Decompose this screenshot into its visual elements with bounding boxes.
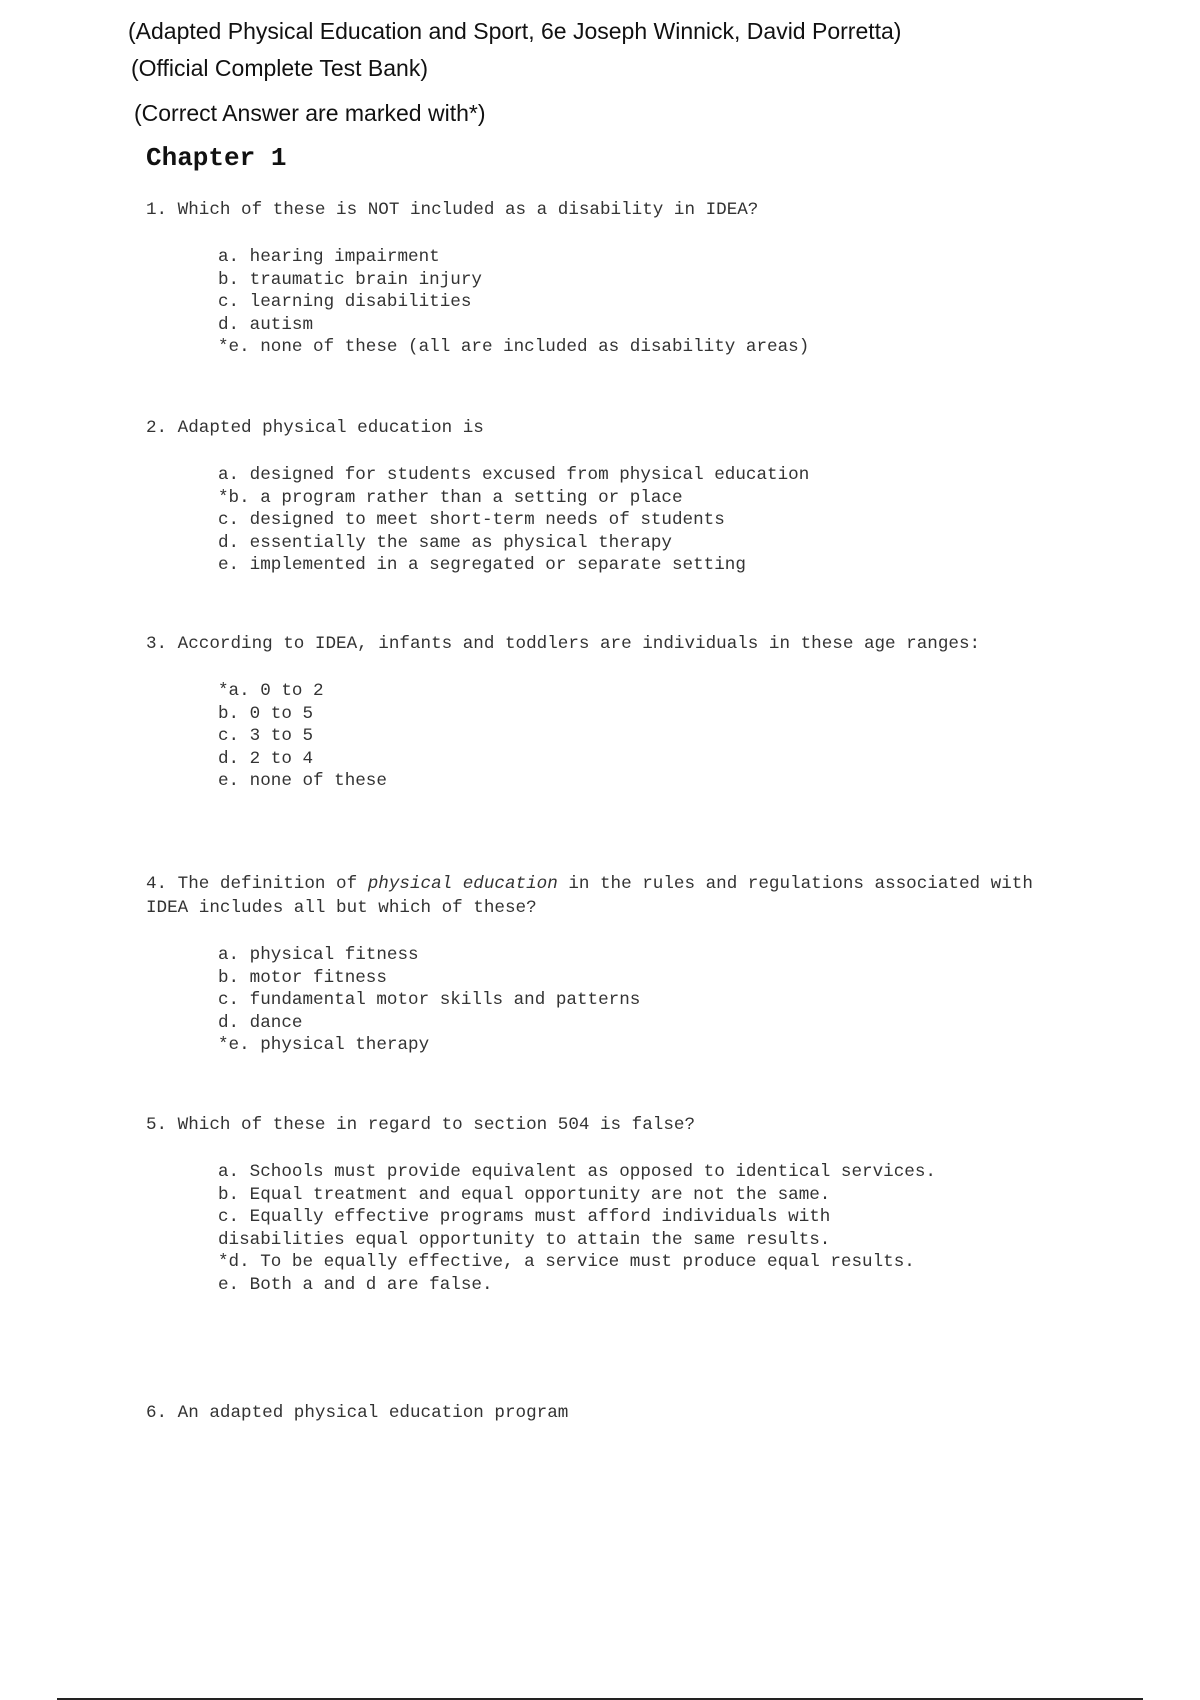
- answer-options: [218, 680, 938, 793]
- option-c: c. learning disabilities: [218, 292, 472, 312]
- option-d: d. 2 to 4: [218, 748, 314, 769]
- option-b: b. Equal treatment and equal opportunity are not the same.: [218, 1184, 831, 1205]
- question-5: [146, 1113, 1046, 1296]
- option-a-correct: *a. 0 to 2: [218, 681, 324, 701]
- option-b: b. motor fitness: [218, 967, 387, 988]
- answer-options: [218, 1161, 938, 1296]
- answer-options: [218, 944, 938, 1057]
- option-c: c. fundamental motor skills and patterns: [218, 990, 641, 1010]
- stem-text: 4. The definition of: [146, 874, 368, 894]
- option-b: b. 0 to 5: [218, 703, 314, 724]
- option-e: e. Both a and d are false.: [218, 1274, 493, 1295]
- option-d-correct: *d. To be equally effective, a service must produce equal results.: [218, 1252, 915, 1272]
- question-6: [146, 1401, 1046, 1425]
- option-b-correct: *b. a program rather than a setting or place: [218, 487, 683, 508]
- question-1: [146, 198, 1046, 359]
- question-stem: 3. According to IDEA, infants and toddlers are individuals in these age ranges:: [146, 634, 981, 654]
- option-e: e. implemented in a segregated or separate setting: [218, 555, 746, 575]
- answer-options: [218, 246, 938, 359]
- option-a: a. Schools must provide equivalent as opposed to identical services.: [218, 1162, 936, 1182]
- stem-text: in the rules and regulations associated with IDEA includes all but which of these?: [146, 874, 1044, 918]
- option-c: c. Equally effective programs must afford individuals with disabilities equal opportunity to attain the same results.: [218, 1207, 841, 1250]
- question-3: [146, 632, 1046, 793]
- option-b: b. traumatic brain injury: [218, 269, 482, 290]
- option-e-correct: *e. none of these (all are included as disability areas): [218, 337, 810, 357]
- question-stem: 5. Which of these in regard to section 504 is false?: [146, 1115, 696, 1135]
- option-a: a. physical fitness: [218, 945, 419, 965]
- answer-options: [218, 464, 938, 577]
- answer-key-note: (Correct Answer are marked with*): [134, 100, 486, 126]
- question-2: [146, 416, 1046, 577]
- stem-italic-term: physical education: [367, 874, 558, 894]
- option-a: a. designed for students excused from physical education: [218, 465, 810, 485]
- option-c: c. 3 to 5: [218, 726, 314, 746]
- question-stem: [146, 872, 1046, 920]
- option-d: d. essentially the same as physical therapy: [218, 532, 672, 553]
- option-e: e. none of these: [218, 771, 387, 791]
- document-title: (Adapted Physical Education and Sport, 6e Joseph Winnick, David Porretta): [128, 18, 902, 44]
- option-c: c. designed to meet short-term needs of students: [218, 510, 725, 530]
- option-d: d. autism: [218, 314, 314, 335]
- option-e-correct: *e. physical therapy: [218, 1035, 430, 1055]
- option-d: d. dance: [218, 1012, 303, 1033]
- chapter-heading: Chapter 1: [146, 143, 287, 173]
- question-4: [146, 872, 1046, 1057]
- question-stem: 2. Adapted physical education is: [146, 418, 484, 438]
- question-stem: 1. Which of these is NOT included as a disability in IDEA?: [146, 200, 759, 220]
- option-a: a. hearing impairment: [218, 247, 440, 267]
- question-stem: 6. An adapted physical education program: [146, 1403, 569, 1423]
- document-subtitle: (Official Complete Test Bank): [131, 55, 428, 81]
